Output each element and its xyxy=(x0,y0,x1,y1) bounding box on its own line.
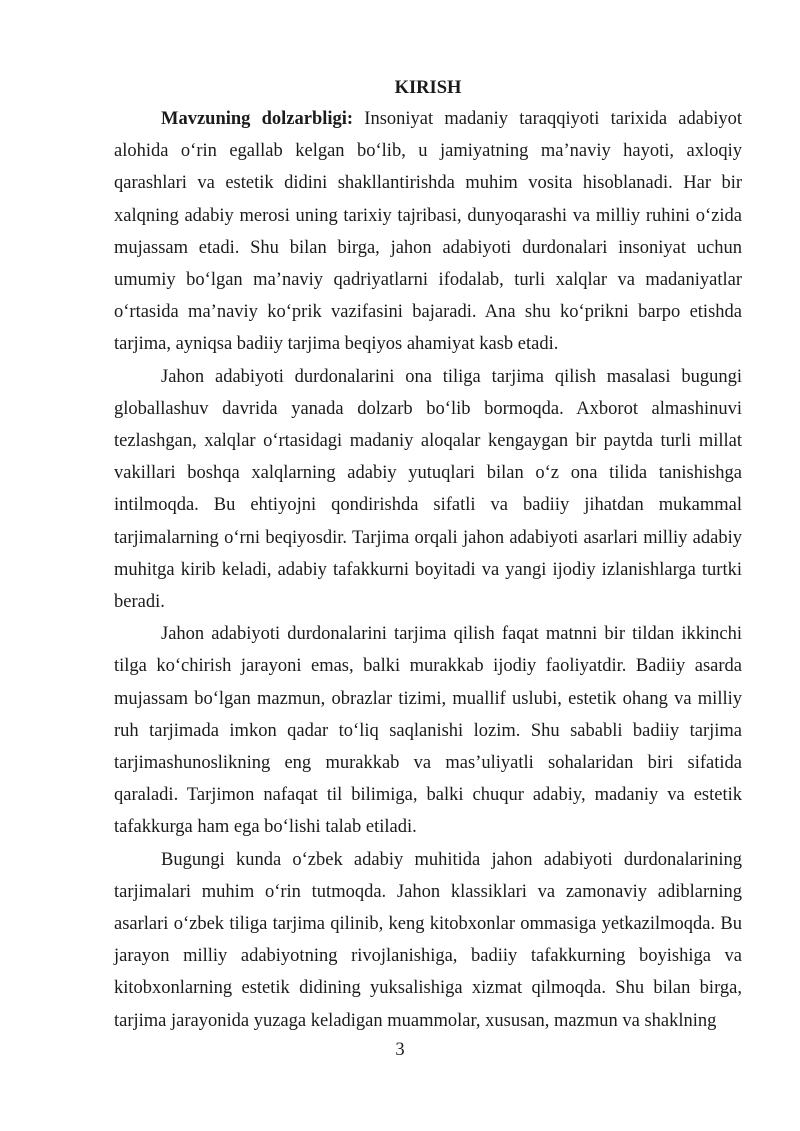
paragraph-1 xyxy=(114,103,742,361)
section-title: KIRISH xyxy=(394,78,462,98)
paragraph-3: Jahon adabiyoti durdonalarini tarjima qilish faqat matnni bir tildan ikkinchi tilga ko‘chirish jarayoni emas, balki murakkab ijodiy faoliyatdir. Badiiy asarda mujassam bo‘lgan mazmun, obrazlar tizimi, muallif uslubi, estetik ohang va milliy ruh tarjimada imkon qadar to‘liq saqlanishi lozim. Shu sababli badiiy tarjima tarjimashunoslikning eng murakkab va mas’uliyatli sohalaridan biri sifatida qaraladi. Tarjimon nafaqat til bilimiga, balki chuqur adabiy, madaniy va estetik tafakkurga ham ega bo‘lishi talab etiladi. xyxy=(114,624,742,838)
page-content xyxy=(114,74,742,1037)
paragraph-1-text: Insoniyat madaniy taraqqiyoti tarixida adabiyot alohida o‘rin egallab kelgan bo‘lib, u jamiyatning ma’naviy hayoti, axloqiy qarashlari va estetik didini shakllantirishda muhim vosita hisoblanadi. Har bir xalqning adabiy merosi uning tarixiy tajribasi, dunyoqarashi va milliy ruhini o‘zida mujassam etadi. Shu bilan birga, jahon adabiyoti durdonalari insoniyat uchun umumiy bo‘lgan ma’naviy qadriyatlarni ifodalab, turli xalqlar va madaniyatlar o‘rtasida ma’naviy ko‘prik vazifasini bajaradi. Ana shu ko‘prikni barpo etishda tarjima, ayniqsa badiiy tarjima beqiyos ahamiyat kasb etadi. xyxy=(114,109,742,355)
lead-label: Mavzuning dolzarbligi: xyxy=(161,109,354,129)
paragraph-4: Bugungi kunda o‘zbek adabiy muhitida jahon adabiyoti durdonalarining tarjimalari muhim o‘rin tutmoqda. Jahon klassiklari va zamonaviy adiblarning asarlari o‘zbek tiliga tarjima qilinib, keng kitobxonlar ommasiga yetkazilmoqda. Bu jarayon milliy adabiyotning rivojlanishiga, badiiy tafakkurning boyishiga va kitobxonlarning estetik didining yuksalishiga xizmat qilmoqda. Shu bilan birga, tarjima jarayonida yuzaga keladigan muammolar, xususan, mazmun va shaklning xyxy=(114,849,742,1031)
paragraph-2: Jahon adabiyoti durdonalarini ona tiliga tarjima qilish masalasi bugungi globallashuv davrida yanada dolzarb bo‘lib bormoqda. Axborot almashinuvi tezlashgan, xalqlar o‘rtasidagi madaniy aloqalar kengaygan bir paytda turli millat vakillari boshqa xalqlarning adabiy yutuqlari bilan o‘z ona tilida tanishishga intilmoqda. Bu ehtiyojni qondirishda sifatli va badiiy jihatdan mukammal tarjimalarning o‘rni beqiyosdir. Tarjima orqali jahon adabiyoti asarlari milliy adabiy muhitga kirib keladi, adabiy tafakkurni boyitadi va yangi ijodiy izlanishlarga turtki beradi. xyxy=(114,366,742,613)
page-number: 3 xyxy=(395,1040,405,1060)
